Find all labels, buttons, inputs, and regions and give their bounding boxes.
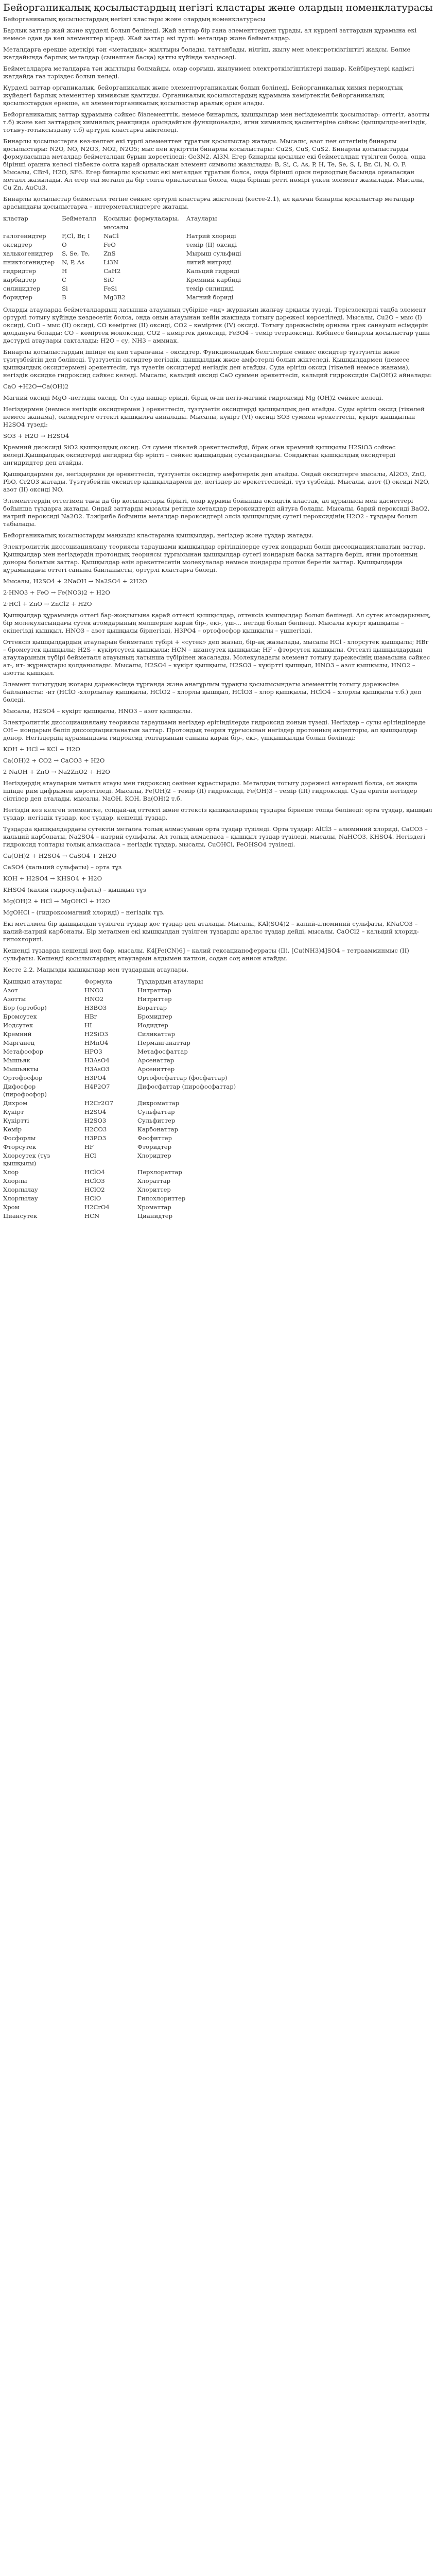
table-cell: Магний бориді [186,294,234,301]
table-cell: Хроматтар [137,1204,171,1211]
table-row [3,1047,240,1056]
table-cell: H3AsO4 [84,1057,110,1064]
table-cell: H3PO3 [84,1134,107,1142]
paragraph: 2 NaOH + ZnO → Na2ZnO2 + H2O [3,768,110,775]
table-row [3,1012,240,1021]
table-row [3,293,249,302]
table-row [3,1039,240,1047]
table-row [3,1203,240,1212]
table-cell: Силикаттар [137,1030,176,1038]
page-title: Бейорганикалық қосылыстардың негізгі кластары және олардың номенклатурасы [3,2,433,13]
table-row [3,284,249,293]
table-cell: Фосфорлы [3,1134,36,1142]
table-cell: Циансутек [3,1212,38,1219]
table-cell: H3BO3 [84,1004,107,1011]
table-cell: Метафосфаттар [137,1048,188,1055]
table-cell: Si [62,285,68,292]
table-cell: Дихроматтар [137,1099,180,1107]
table-cell: Арсениттер [137,1065,175,1073]
table-cell: Хлорлылау [3,1195,38,1202]
paragraph: Негіздердің атауларын металл атауы мен гидроксид сөзінен құрастырады. Металдың тотығу дәрежесі өзгермелі болса, ол жақша ішінде рим цифрымен көрсетіледі. Мысалы, Fe(OH)2 – темір (II) гидроксиді, Fe(OH)3 – темір (III) гидроксиді. Суда еритін негіздер сілтілер деп аталады, мысалы, NaOH, KOH, Ba(OH)2 т.б. [3,779,417,802]
paragraph: Қышқылдар құрамында оттегі бар-жоқтығына қарай оттекті қышқылдар, оттексіз қышқылдар болып бөлінеді. Ал сутек атомдарының, бір молекуласындағы сутек атомдарының мөлшеріне қарай бір-, екі-, үш-... негізді болып бөлінеді. Мысалы күкірт қышқылы – екінегізді қышқыл, HNO3 – азот қышқылы бірнегізді, H3PO4 – ортофосфор қышқылы – үшнегізді. [3,612,431,634]
table-cell: F,Cl, Br, I [62,232,90,240]
table-cell: Перманганаттар [137,1039,190,1046]
table-cell: Нитраттар [137,987,171,994]
table-cell: Күкіртті [3,1117,29,1124]
table-cell: Хлориттер [137,1186,171,1193]
table-cell: Бораттар [137,1004,167,1011]
table-cell: Иодсутек [3,1022,33,1029]
table-cell: Кремний карбиді [186,276,241,283]
table-row [3,1151,240,1168]
table-cell: карбидтер [3,276,37,283]
table-row [3,995,240,1004]
paragraph: Кешенді тұздарда кешенді ион бар, мысалы, K4[Fe(CN)6] – калий гексацианоферраты (II), [Cu(NH3)4]SO4 – тетраамминмыс (II) сульфаты. Кешенді қосылыстардың атауларын алдымен катион, содан соң анион атайды. [3,947,409,962]
table-cell: Li3N [103,259,119,266]
table-cell: NaCl [103,232,119,240]
paragraph: Екі металмен бір қышқылдан түзілген тұздар қос тұздар деп аталады. Мысалы, KAl(SO4)2 – калий-алюминий сульфаты, KNaCO3 – калий-натрий карбонаты. Бір металмен екі қышқылдан түзілген тұздарды аралас тұздар дейді, мысалы, CaOCl2 – кальций хлорид-гипохлориті. [3,920,419,943]
table-cell: оксидтер [3,241,32,248]
table-cell: HMnO4 [84,1039,109,1046]
table-cell: HClO [84,1195,101,1202]
paragraph: Мысалы, H2SO4 – күкірт қышқылы, HNO3 – азот қышқылы. [3,707,193,715]
table-row [3,1056,240,1065]
paragraph: CaSO4 (кальций сульфаты) – орта тұз [3,863,122,871]
table-cell: пниктогенидтер [3,259,55,266]
paragraph: Қышқылдармен де, негіздермен де әрекеттесіп, тұзтүзетін оксидтер амфотерлік деп атайды. Ондай оксидтерге мысалы, Al2O3, ZnO, PbO, Cr2O3 жатады. Тұзтүзбейтін оксидтер қышқылдармен де, негіздер де әрекеттеспейді, тұз түзбейді. Мысалы, азот (I) оксиді N2O, азот (II) оксиді NO. [3,470,430,493]
table-row [3,232,249,241]
table-row [3,1099,240,1108]
table-cell: темір силициді [186,285,234,292]
paragraph: Металдарға ерекше әдеткірі тән «металдық» жылтыры болады, таттанбады, иілгіш, жылу мен электрөткізгіштігі жақсы. Бөлме жағдайында барлық металдар (сынаптан басқа) қатты күйінде кездеседі. [3,46,411,61]
table-cell: Көмір [3,1126,22,1133]
table-cell: Натрий хлориді [186,232,236,240]
table-cell: S, Se, Te, [62,250,90,257]
table-row [3,1134,240,1143]
table-cell: Фторидтер [137,1143,172,1150]
table-cell: Күкірт [3,1108,24,1115]
table-cell: Ортофосфаттар (фосфаттар) [137,1074,228,1081]
paragraph: Негіздің кез келген элементке, сондай-ақ оттекті және оттексіз қышқылдардың тұздары бірнеше топқа бөлінеді: орта тұздар, қышқыл тұздар, негіздік тұздар, қос тұздар, кешенді тұздар. [3,806,432,821]
paragraph: Mg(OH)2 + HCl → MgOHCl + H2O [3,897,110,905]
paragraph: Бейорганикалық қосылыстардың негізгі кластары және олардың номенклатурасы [3,15,266,23]
table-cell: Азот [3,987,18,994]
oxides-section [3,306,433,715]
intro-section [3,15,433,211]
column-header: Формула [84,978,113,985]
paragraph: Барлық заттар жай және күрделі болып бөлінеді. Жай заттар бір ғана элементтерден тұрады, ал күрделі заттардың құрамына екі немесе одан да көп элементтер кіреді. Жай заттар екі түрлі: металдар және бейметалдар. [3,27,417,42]
table-row [3,1177,240,1185]
table-cell: H [62,267,67,275]
paragraph: Күрделі заттар органикалық, бейорганикалық және элементорганикалық болып бөлінеді. Бейорганикалық химия периодтық жүйедегі барлық элементтер химиясын қамтиды. Органикалық қосылыстардың құрамына көміртектің бейорганикалық қосылыстардан ерекше, ал элементорганикалық қосылыстар аралық орын алады. [3,84,403,107]
table-cell: H4P2O7 [84,1083,110,1090]
acids-salts-table [3,977,240,1221]
table-cell: FeO [103,241,116,248]
table-cell: Бор (ортобор) [3,1004,47,1011]
paragraph: CaO +H2O→Ca(OH)2 [3,383,69,390]
table-cell: Кремний [3,1030,32,1038]
table-cell: Бромидтер [137,1013,172,1020]
paragraph: Бейорганикалық заттар құрамына сәйкес біэлементтік, немесе бинарлық, қышқылдар мен негіздемелтік қосылыстар: оттегіт, азотты т.б) және көп заттардың химиялық реакцияда орындайтын функционалды, ягни химиялық қасиеттеріне сәйкес (қышқылды-негіздік, тотығу-тотықсыздану т.б) артұрлі кластарға жіктеледі. [3,111,430,133]
column-header: Бейметалл [62,215,97,222]
table-row [3,1125,240,1134]
table-cell: H2Cr2O7 [84,1099,114,1107]
table-cell: FeSi [103,285,117,292]
table-cell: Mg3B2 [103,294,126,301]
paragraph: Бинарлы қосылыстардың ішінде ең көп таралғаны – оксидтер. Функционалдық белгілеріне сәйкес оксидтер тұзтүзетін және тұзтүзбейтін деп бөлінеді. Тұзтүзетін оксидтер негіздік, қышқылдық және амфотерлі болып жіктеледі. Қышқылдармен (немесе қышқылдық оксидтермен) әрекеттесіп, тұз түзетін оксидтерді негіздік деп атайды. Суда ерігіш оксид (тікелей немесе жанама), негіздік оксидке гидроксид сәйкес келеді. Мысалы, кальций оксиді CaO суммен әрекеттесіп, кальций гидроксидін Ca(OH)2 айналады: [3,348,432,379]
paragraph: Негіздермен (немесе негіздік оксидтермен ) әрекеттесіп, тұзтүзетін оксидтерді қышқылдық деп атайды. Суды ерігіш оксид (тікелей немесе жанама), оксидтерге оттекті қышқылға айналады. Мысалы, күкірт (VI) оксиді SO3 суммен әрекеттесіп, күкірт қышқылын H2SO4 түзеді: [3,405,425,428]
table-cell: Хлорлылау [3,1186,38,1193]
table-cell: Перхлораттар [137,1168,182,1176]
table-header-row [3,977,240,986]
table-cell: Фторсутек [3,1143,37,1150]
table-cell: силицидтер [3,285,41,292]
table-cell: Хлораттар [137,1177,171,1184]
table-cell: H2CO3 [84,1126,107,1133]
table-cell: HNO3 [84,987,104,994]
table-cell: HCN [84,1212,100,1219]
table-cell: H2CrO4 [84,1204,110,1211]
table-cell: Дихром [3,1099,28,1107]
table-row [3,267,249,276]
table-cell: B [62,294,66,301]
paragraph: Мысалы, H2SO4 + 2NaOH → Na2SO4 + 2H2O [3,578,147,585]
table-cell: Карбонаттар [137,1126,179,1133]
table-cell: CaH2 [103,267,121,275]
table-cell: HClO2 [84,1186,105,1193]
paragraph: Бейорганикалық қосылыстарды маңызды кластарына қышқылдар, негіздер және тұздар жатады. [3,532,313,539]
table-row [3,1194,240,1203]
table-row [3,1004,240,1012]
table-cell: Хлорлы [3,1177,27,1184]
table-cell: Дифосфаттар (пирофосфаттар) [137,1083,236,1090]
paragraph: Электролиттік диссоциациялану теориясы тараушами негіздер ерітінділерде гидроксид ионын түзеді. Негіздер – сулы ерітінділерде OH− иондарын бөліп диссоциацияланатын заттар. Протондық теория тұрғысынан негіздер протонның акцепторы, ал қышқылдар донор. Негіздердің құрамындағы гидроксид топтарының санына қарай бір-, екі-, үшқышқылды болып бөлінеді: [3,719,426,741]
table-cell: боридтер [3,294,32,301]
table-cell: H2SO3 [84,1117,107,1124]
table-cell: SiC [103,276,114,283]
paragraph: Оттексіз қышқылдардың атауларын бейметалл түбірі + «сутек» деп жазып, бір-ақ жазылады, мысалы HCl - хлорсутек қышқылы; HBr – бромсутек қышқылы; H2S – күкіртсутек қышқылы; HCN – циансутек қышқылы; HF - фторсутек қышқылы. Оттекті қышқылдардың атауларының түбірі бейметалл атауының латынша түбірінен жасалады. Молекуладағы элемент тотығу дәрежесінің шамасына сәйкес ат-, ит- жұрнақтары қолданылады. Мысалы, H2SO4 – күкірт қышқылы, H2SO3 – күкіртті қышқыл, HNO3 – азот қышқылы, HNO2 – азотты қышқыл. [3,638,430,676]
paragraph: Оларды атауларда бейметалдардың латынша атауының түбіріне «ид» жұрнағын жалғау арқылы түзеді. Терісэлектрлі таңба элемент ортүрлі тотығу күйінде кездесетін болса, онда оның атауынан кейін жақшада тотығу дәрежесі көрсетіледі. Мысалы, Cu2O – мыс (I) оксиді, CuO – мыс (II) оксиді, CO көміртек (II) оксиді, CO2 – көміртек (IV) оксиді. Тотығу дәрежесінің орнына грек санауыш есімдерін қолдануға болады: CO – көміртек моноксиді, CO2 – көміртек диоксиді, Fe3O4 – темір тетраоксиді. Көбінесе бинарлы қосылыстар үшін дәстүрлі атаулары сақталады: H2O – су, NH3 – аммиак. [3,306,430,344]
paragraph: MgOHCl – (гидроксомагний хлориді) – негіздік тұз. [3,909,165,916]
table-cell: H2SO4 [84,1108,107,1115]
table-subheader: мысалы [103,224,129,231]
paragraph: KOH + HCl → KCl + H2O [3,745,80,753]
table-cell: Мышьяк [3,1057,30,1064]
table-cell: Дифосфор (пирофосфор) [3,1083,47,1098]
column-header: Қосылыс формулалары, [103,215,179,222]
column-header: Қышқыл атаулары [3,978,62,985]
paragraph: KOH + H2SO4 → KHSO4 + H2O [3,875,102,882]
table-cell: Мышьякты [3,1065,39,1073]
table-row [3,1030,240,1039]
table-row [3,241,249,249]
binary-compounds-table [3,214,249,302]
table-cell: Кальций гидриді [186,267,239,275]
table-cell: Нитриттер [137,995,172,1003]
table-row [3,1212,240,1221]
column-header: Атаулары [186,215,217,222]
paragraph: Элементтердің оттегімен тағы да бір қосылыстары бірікті, олар құрамы бойынша оксидтік кластақ, ал құрылысы мен қасиеттері бойынша тұздарға жатады. Ондай заттарды мысалы ретінде металдар пероксидтерін айтуға болады. Мысалы, барий пероксиді BaO2, натрий пероксиді Na2O2. Тәжірибе бойынша металдар пероксидтері әлсіз қышқылдың сутегі пероксидінің H2O2 - тұздары болып табылады. [3,497,430,528]
table-row [3,276,249,284]
paragraph: SO3 + H2O → H2SO4 [3,432,69,439]
table-row [3,986,240,995]
column-header: Тұздардың атаулары [137,978,203,985]
table-row [3,1168,240,1177]
table-cell: ZnS [103,250,116,257]
table-cell: гидридтер [3,267,36,275]
table-row [3,258,249,267]
paragraph: Электролиттік диссоциациялану теориясы тараушами қышқылдар ерітінділерде сутек иондарын бөліп диссоциацияланатын заттар. Қышқылдар мен негіздердің протондық теориясы тұрғысынан қышқылдар сутегі иондарын басқа заттарға беріп, яғни протонның доноры болатын заттар. Қышқылдар өзін әрекеттесетін молекулалар немесе иондарды протон беретін заттар. Қышқылдарда құрамындағы оттегі санына байланысты, ортүрлі кластарға бөледі. [3,543,426,573]
table-cell: HClO4 [84,1168,105,1176]
document [0,0,436,1228]
table-cell: Сульфаттар [137,1108,175,1115]
table-cell: Мырыш сульфиді [186,250,241,257]
table-cell: Хлорсутек (тұз қышқылы) [3,1152,50,1167]
table-cell: литий нитриді [186,259,232,266]
paragraph: Ca(OH)2 + H2SO4 → CaSO4 + 2H2O [3,852,117,859]
table-cell: HPO3 [84,1048,102,1055]
paragraph: 2·HCl + ZnO → ZnCl2 + H2O [3,600,92,607]
table-cell: Цианидтер [137,1212,173,1219]
table-cell: Иодидтер [137,1022,168,1029]
table-cell: Сульфиттер [137,1117,176,1124]
table-cell: HCl [84,1152,96,1159]
table-cell: Фосфиттер [137,1134,172,1142]
table-cell: N, P, As [62,259,84,266]
table-cell: темір (II) оксиді [186,241,237,248]
table-row [3,249,249,258]
table-cell: Метафосфор [3,1048,44,1055]
table-cell: HBr [84,1013,97,1020]
table-row [3,1143,240,1151]
table-cell: халькогенидтер [3,250,54,257]
table-row [3,1185,240,1194]
table-cell: H3PO4 [84,1074,107,1081]
paragraph: Бинарлы қосылыстарға кез-келген екі түрлі элементтен тұратын қосылыстар жатады. Мысалы, азот пен оттегінің бинарлы қосылыстары: N2O, NO, N2O3, NO2, N2O5; мыс пен күкірттің бинарлы қосылыстары: Cu2S, CuS, CuS2. Бинарлы қосылыстарды формуласында металдар бейметалдан бұрын көрсетіледі: Ge3N2, Al3N. Егер бинарлы қосылыс екі бейметалдан түзілген болса, онда бірінші орынға келесі тізбекте солға қарай орналасқан элемент символы жазылады: В, Si, C, As, P, H, Te, Se, S, I, Br, Cl, N, O, F. Мысалы, CBr4, H2O, SF6. Егер бинарлы қосылыс екі металдан тұратын болса, онда бірінші орын периодтың басында орналасқан металл жазылады. Ал егер екі металл да бір топта орналасатын болса, онда бірінші ретті нөмірі үлкен элемент жазылады. Мысалы, Cu Zn, AuCu3. [3,138,426,191]
table-header-row [3,214,249,223]
table-row [3,1074,240,1082]
table-row [3,1116,240,1125]
table-cell: Бромсутек [3,1013,37,1020]
table-row [3,1021,240,1030]
table-cell: Марганец [3,1039,35,1046]
column-header: кластар [3,215,28,222]
paragraph: Элемент тотығудың жоғары дәрежесінде тұрғанда және анағұрлым тұрақты қосылысындағы элементтің тотығу дәрежесіне байланысты: -ит (HClO -хлорлылау қышқылы, HClO2 – хлорлы қышқыл, HClO3 – хлор қышқылы, HClO4 – хлорлы қышқылы т.б.) деп бөледі. [3,681,422,703]
table-cell: H3AsO3 [84,1065,110,1073]
table-row [3,1108,240,1116]
table-row [3,1065,240,1074]
paragraph: Бинарлы қосылыстар бейметалл тегіне сәйкес ортүрлі кластарға жіктеледі (кесте-2.1), ал қалған бинарлы қосылыстар металдар арасындағы қосылыстарға – интерметаллидтерге жатады. [3,195,414,210]
bases-section [3,719,433,962]
table-cell: Хлор [3,1168,19,1176]
paragraph: KHSO4 (калий гидросульфаты) – қышқыл тұз [3,886,146,893]
table-cell: Азотты [3,995,26,1003]
acids-intro [3,966,433,974]
paragraph: Кремний диоксиді SiO2 қышқылдық оксид. Ол сумен тікелей әрекеттеспейді, бірақ оған кремний қышқылы H2SiO3 сәйкес келеді.Қышқылдық оксидтерді ангидрид бір әріпті – сәйкес қышқылдың сусыздандығы. Сондықтан қышқылдық оксидтерді ангидридтер деп атайды. [3,444,396,466]
table-cell: HI [84,1022,92,1029]
table-cell: Хлоридтер [137,1152,171,1159]
table-row [3,1082,240,1099]
paragraph: 2·HNO3 + FeO → Fe(NO3)2 + H2O [3,589,110,596]
table-cell: H2SiO3 [84,1030,109,1038]
table-cell: O [62,241,67,248]
table-cell: Хром [3,1204,20,1211]
paragraph: Ca(OH)2 + CO2 → CaCO3 + H2O [3,757,105,764]
table-cell: C [62,276,66,283]
paragraph: Бейметалдарға металдарға тән жылтыры болмайды, олар сорғыш, жылуимен электрөткізгіштіктері нашар. Кейбіреулері қадімгі жағдайда газ тәріздес болып келеді. [3,65,414,80]
table-cell: Гипохлориттер [137,1195,186,1202]
paragraph: Кесте 2.2. Маңызды қышқылдар мен тұздардың атаулары. [3,966,188,973]
table-cell: HNO2 [84,995,104,1003]
table-cell: галогенидтер [3,232,46,240]
table-cell: HClO3 [84,1177,105,1184]
table-cell: Арсенаттар [137,1057,175,1064]
paragraph: Тұздарда қышқылдардағы сутектің металға толық алмасуынан орта тұздар түзіледі. Орта тұздар: AlCl3 – алюминий хлориді, CaCO3 – кальций карбонаты, Na2SO4 – натрий сульфаты. Ал толық алмаспаса – қышқыл тұздар түзіледі, мысалы, NaHCO3, KHSO4. Негіздегі гидроксид топтары толық алмаспаса – негіздік тұздар, мысалы, CuOHCl, FeOHSO4 түзіледі. [3,825,428,848]
paragraph: Магний оксиді MgO -негіздік оксид. Ол суда нашар еріиді, бірақ оған негіз-магний гидроксиді Mg (OH)2 сәйкес келеді. [3,394,383,401]
table-cell: Ортофосфор [3,1074,43,1081]
table-cell: HF [84,1143,94,1150]
